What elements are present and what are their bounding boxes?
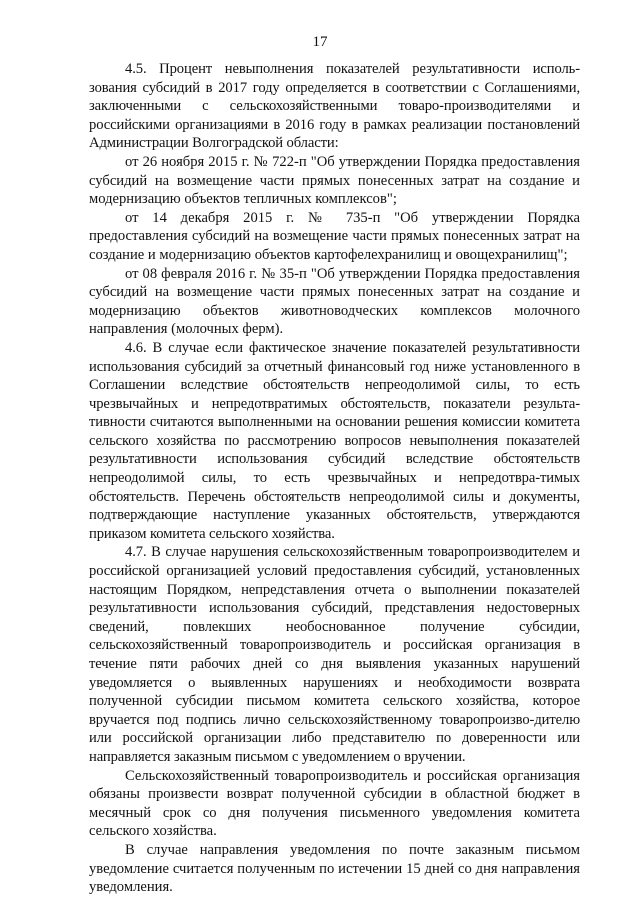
paragraph-resolution-722: от 26 ноября 2015 г. № 722-п "Об утверждении Порядка предоставления субсидий на возмещение части прямых понесенных затрат на создание и модернизацию объектов тепличных комплексов";: [89, 153, 580, 208]
paragraph-resolution-35: от 08 февраля 2016 г. № 35-п "Об утверждении Порядка предоставления субсидий на возмещение части прямых понесенных затрат на создание и модернизацию объектов животноводческих комплексов молочного направления (молочных ферм).: [89, 265, 580, 338]
paragraph-4-7: 4.7. В случае нарушения сельскохозяйственным товаропроизводителем и российской организацией условий предоставления субсидий, установленных настоящим Порядком, непредставления отчета о выполнении показателей результативности использования субсидий, представления недостоверных сведений, повлекших необоснованное получение субсидии, сельскохозяйственный товаропроизводитель и российская организация в течение пяти рабочих дней со дня выявления указанных нарушений уведомляется о выявленных нарушениях и необходимости возврата полученной субсидии письмом комитета сельского хозяйства, которое вручается под подпись лично сельскохозяйственному товаропроизво-дителю или российской организации либо представителю по доверенности или направляется заказным письмом с уведомлением о вручении.: [89, 544, 580, 765]
paragraph-4-5: 4.5. Процент невыполнения показателей результативности исполь-зования субсидий в 2017 году определяется в соответствии с Соглашениями, заключенными с сельскохозяйственными товаро-производителями и российскими организациями в 2016 году в рамках реализации постановлений Администрации Волгоградской области:: [89, 61, 580, 152]
paragraph-resolution-735: от 14 декабря 2015 г. № 735-п "Об утверждении Порядка предоставления субсидий на возмещение части прямых понесенных затрат на создание и модернизацию объектов картофелехранилищ и овощехранилищ";: [89, 209, 580, 263]
document-body: [89, 60, 580, 897]
page-number: 17: [312, 34, 328, 50]
paragraph-refund-obligation: Сельскохозяйственный товаропроизводитель и российская организация обязаны произвести возврат полученной субсидии в областной бюджет в месячный срок со дня получения письменного уведомления комитета сельского хозяйства.: [89, 767, 580, 840]
paragraph-4-6: 4.6. В случае если фактическое значение показателей результативности использования субсидий за отчетный финансовый год ниже установленного в Соглашении вследствие обстоятельств непреодолимой силы, то есть чрезвычайных и непредотвратимых обстоятельств, показатели результа-тивности считаются выполненными на основании решения комиссии комитета сельского хозяйства по рассмотрению вопросов невыполнения показателей результативности использования субсидий вследствие обстоятельств непреодолимой силы, то есть чрезвычайных и непредотвра-тимых обстоятельств. Перечень обстоятельств непреодолимой силы и документы, подтверждающие наступление указанных обстоятельств, утверждаются приказом комитета сельского хозяйства.: [89, 339, 580, 542]
paragraph-notification-receipt: В случае направления уведомления по почте заказным письмом уведомление считается полученным по истечении 15 дней со дня направления уведомления.: [89, 841, 580, 896]
